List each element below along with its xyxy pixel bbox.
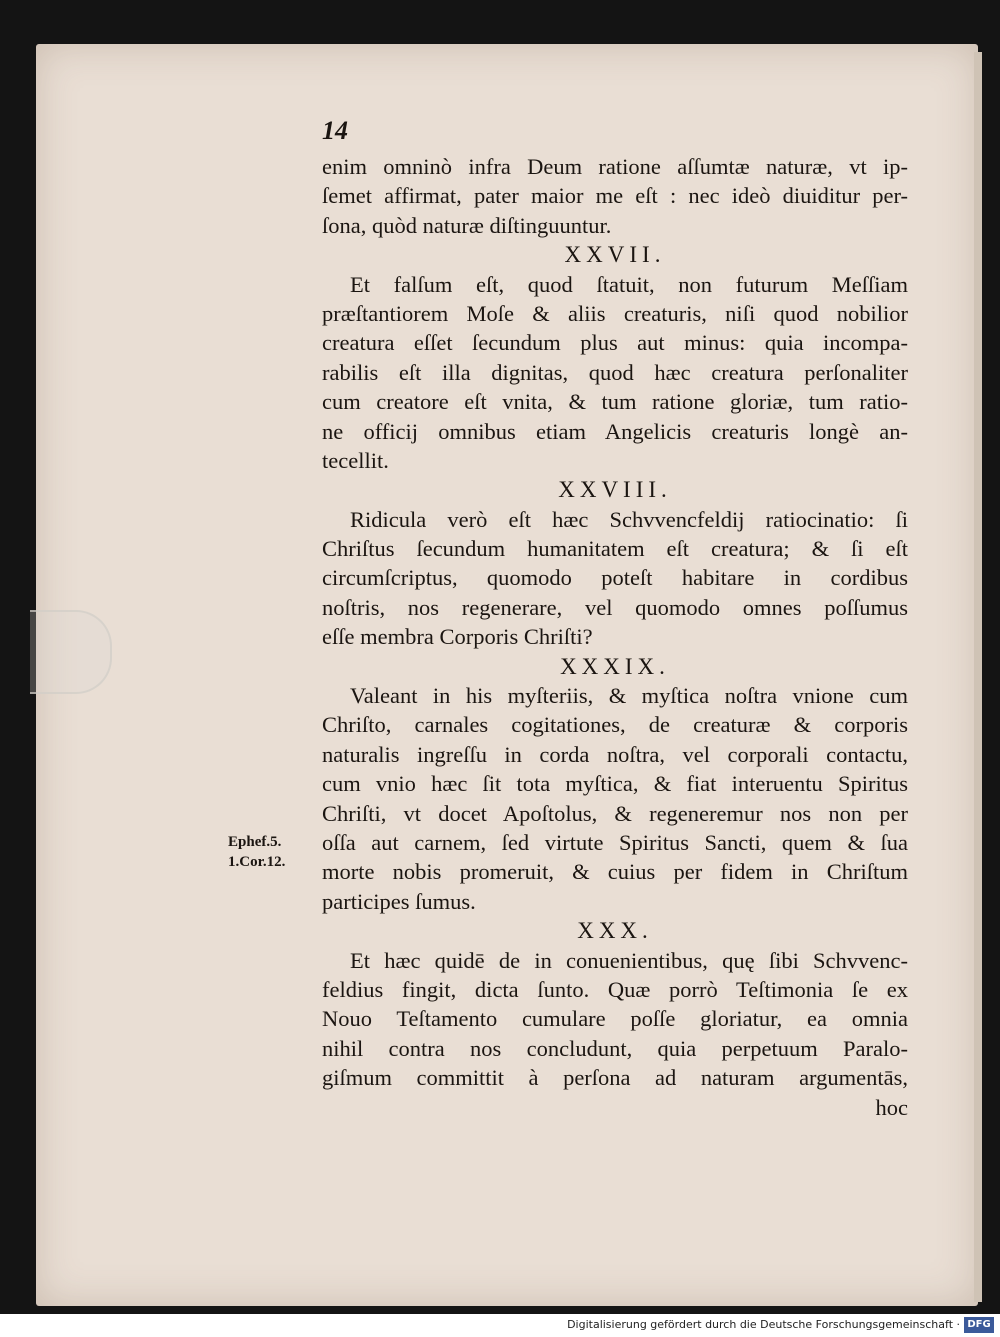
text-line: morte nobis promeruit, & cuius per fidem in Chriſtum: [322, 859, 908, 885]
text-line: cum creatore eſt vnita, & tum ratione gloriæ, tum ratio-: [322, 389, 908, 415]
text-line: Et falſum eſt, quod ſtatuit, non futurum Meſſiam: [350, 271, 908, 297]
text-line: Chriſto, carnales cogitationes, de creaturæ & corporis: [322, 712, 908, 738]
text-line: eſſe membra Corporis Chriſti?: [322, 624, 593, 650]
page-edge: [974, 52, 982, 1302]
text-line: Nouo Teſtamento cumulare poſſe gloriatur, ea omnia: [322, 1006, 908, 1032]
text-line: participes ſumus.: [322, 888, 476, 914]
section-heading: XXX.: [577, 918, 653, 944]
margin-note-ephesians: Ephef.5.: [228, 834, 282, 850]
text-line: cum vnio hæc ſit tota myſtica, & fiat interuentu Spiritus: [322, 771, 908, 797]
text-line: feldius fingit, dicta ſunto. Quæ porrò Teſtimonia ſe ex: [322, 976, 908, 1002]
text-line: Valeant in his myſteriis, & myſtica noſtra vnione cum: [350, 683, 908, 709]
text-line: oſſa aut carnem, ſed virtute Spiritus Sancti, quem & ſua: [322, 829, 908, 855]
text-line: noſtris, nos regenerare, vel quomodo omnes poſſumus: [322, 594, 908, 620]
text-line: giſmum committit à perſona ad naturam argumentās,: [322, 1065, 908, 1091]
text-line: Chriſti, vt docet Apoſtolus, & regeneremur nos non per: [322, 800, 908, 826]
text-line: circumſcriptus, quomodo poteſt habitare in cordibus: [322, 565, 908, 591]
body-text: [322, 152, 908, 1122]
text-line: hoc: [875, 1094, 908, 1120]
section-heading: XXVIII.: [558, 477, 672, 503]
text-line: præſtantiorem Moſe & aliis creaturis, niſi quod nobilior: [322, 300, 908, 326]
section-heading: XXXIX.: [560, 653, 670, 679]
margin-notes: [228, 832, 285, 872]
text-line: nihil contra nos concludunt, quia perpetuum Paralo-: [322, 1035, 908, 1061]
scan-tab: [30, 610, 112, 694]
footer-bar: [0, 1314, 1000, 1337]
text-line: tecellit.: [322, 447, 389, 473]
text-line: creatura eſſet ſecundum plus aut minus: quia incompa-: [322, 330, 908, 356]
text-line: Et hæc quidē de in conuenientibus, quę ſibi Schvvenc-: [350, 947, 908, 973]
text-line: ne officij omnibus etiam Angelicis creaturis longè an-: [322, 418, 908, 444]
text-line: rabilis eſt illa dignitas, quod hæc creatura perſonaliter: [322, 359, 908, 385]
text-line: Chriſtus ſecundum humanitatem eſt creatura; & ſi eſt: [322, 536, 908, 562]
page-number: 14: [322, 116, 348, 145]
margin-note-corinthians: 1.Cor.12.: [228, 854, 286, 870]
text-line: ſona, quòd naturæ diſtinguuntur.: [322, 212, 612, 238]
text-line: enim omninò infra Deum ratione aſſumtæ naturæ, vt ip-: [322, 154, 908, 179]
dfg-logo: DFG: [964, 1317, 994, 1333]
text-line: naturalis ingreſſu in corda noſtra, vel corporali contactu,: [322, 741, 908, 767]
section-heading: XXVII.: [564, 242, 666, 268]
text-line: ſemet affirmat, pater maior me eſt : nec ideò diuiditur per-: [322, 183, 908, 209]
text-line: Ridicula verò eſt hæc Schvvencfeldij ratiocinatio: ſi: [350, 506, 908, 532]
footer-credit: Digitalisierung gefördert durch die Deutsche Forschungsgemeinschaft ·: [567, 1318, 960, 1331]
